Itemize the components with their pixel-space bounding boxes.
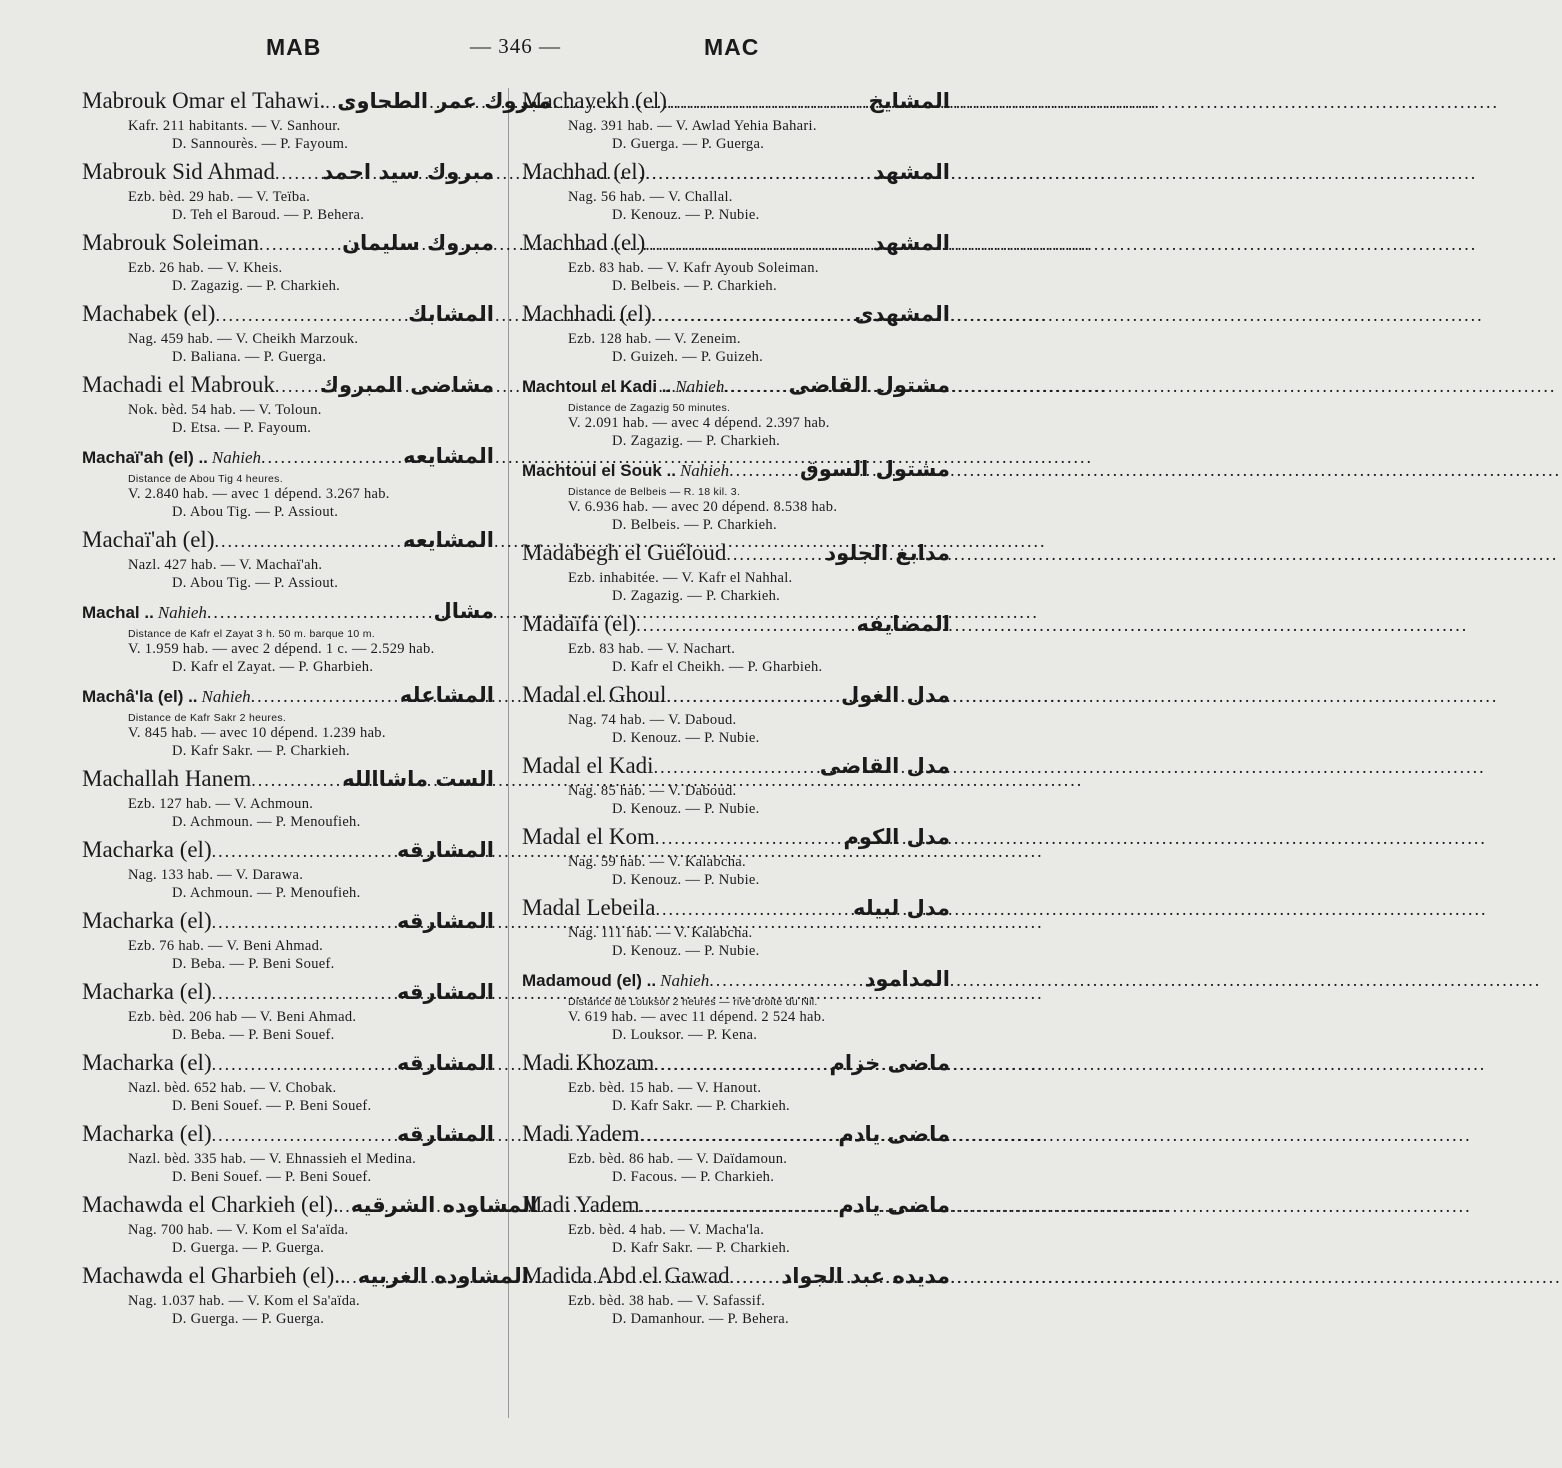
- place-name: Madi Khozam: [522, 1050, 655, 1075]
- entry-heading: [82, 228, 494, 259]
- population-line: Ezb. inhabitée. — V. Kafr el Nahhal.: [568, 570, 793, 586]
- place-name: Mabrouk Soleiman: [82, 230, 259, 255]
- district-line: D. Sannourès. — P. Fayoum.: [172, 136, 349, 152]
- entry-heading: [82, 1119, 494, 1150]
- arabic-name: مشال: [433, 599, 494, 623]
- population-line: V. 6.936 hab. — avec 20 dépend. 8.538 hab.: [568, 499, 838, 515]
- place-name: Machawda el Charkieh (el).: [82, 1192, 339, 1217]
- entry-heading: [522, 822, 950, 853]
- district-line: D. Guerga. — P. Guerga.: [612, 136, 765, 152]
- gazetteer-entry: [82, 86, 552, 153]
- gazetteer-entry: [82, 977, 494, 1044]
- arabic-name: المشارقه: [397, 1122, 494, 1146]
- nahieh-label: Nahieh: [211, 448, 262, 467]
- district-line: D. Zagazig. — P. Charkieh.: [172, 278, 341, 294]
- distance-note: Distance de Kafr el Zayat 3 h. 50 m. barque 10 m.: [128, 628, 375, 640]
- place-name: Machallah Hanem: [82, 766, 252, 791]
- population-line: Nag. 700 hab. — V. Kom el Sa'aïda.: [128, 1222, 349, 1238]
- leader-dots: [212, 1049, 397, 1079]
- leader-dots: [729, 455, 800, 485]
- gazetteer-entry: [522, 822, 950, 889]
- place-name: Machayekh (el): [522, 88, 667, 113]
- entry-heading: [522, 680, 950, 711]
- place-name: Machtoul el Souk ..: [522, 461, 676, 480]
- arabic-name: مديده عبد الجواد: [781, 1264, 950, 1288]
- arabic-name: مشاضى المبروك: [319, 373, 494, 397]
- leader-dots: [652, 300, 855, 330]
- gazetteer-entry: [82, 596, 494, 676]
- leader-dots: [640, 1191, 839, 1221]
- district-line: D. Achmoun. — P. Menoufieh.: [172, 885, 361, 901]
- entry-heading: [82, 835, 494, 866]
- entry-heading: [522, 609, 950, 640]
- population-line: Ezb. 76 hab. — V. Beni Ahmad.: [128, 938, 324, 954]
- arabic-name: ماضى خزام: [829, 1051, 950, 1075]
- gazetteer-entry: [522, 228, 950, 295]
- leader-dots: [654, 1049, 829, 1079]
- leader-dots: [724, 371, 788, 401]
- population-line: Nag. 459 hab. — V. Cheikh Marzouk.: [128, 331, 359, 347]
- place-name: Machawda el Gharbieh (el)..: [82, 1263, 346, 1288]
- leader-dots: [709, 965, 864, 995]
- place-name: Machadi el Mabrouk: [82, 372, 275, 397]
- entry-heading: [522, 1119, 950, 1150]
- entry-heading: [82, 86, 552, 117]
- population-line: Ezb. 127 hab. — V. Achmoun.: [128, 796, 314, 812]
- place-name: Machal ..: [82, 603, 154, 622]
- header-right-key: MAC: [704, 34, 760, 60]
- leader-dots: [730, 1262, 782, 1292]
- leader-dots: [346, 1262, 358, 1292]
- arabic-name: المشهد: [873, 160, 950, 184]
- district-line: D. Kafr el Zayat. — P. Gharbieh.: [172, 659, 374, 675]
- population-line: V. 1.959 hab. — avec 2 dépend. 1 c. — 2.529 hab.: [128, 641, 435, 657]
- gazetteer-entry: [522, 454, 950, 534]
- population-line: Nag. 111 hab. — V. Kalabcha.: [568, 925, 753, 941]
- population-line: Ezb. 128 hab. — V. Zeneim.: [568, 331, 741, 347]
- arabic-name: مدل الغول: [841, 683, 950, 707]
- arabic-name: مشتول القاضى: [788, 373, 950, 397]
- nahieh-label: Nahieh: [660, 971, 710, 990]
- right-column: [522, 86, 950, 1332]
- population-line: V. 2.840 hab. — avec 1 dépend. 3.267 hab.: [128, 486, 390, 502]
- district-line: D. Guerga. — P. Guerga.: [172, 1311, 325, 1327]
- leader-dots: [654, 752, 820, 782]
- gazetteer-entry: [82, 370, 494, 437]
- arabic-name: المشاوده الغربيه: [357, 1264, 529, 1288]
- place-name: Machaï'ah (el) ..: [82, 448, 208, 467]
- district-line: D. Baliana. — P. Guerga.: [172, 349, 327, 365]
- population-line: Ezb. 26 hab. — V. Kheis.: [128, 260, 283, 276]
- population-line: Nag. 59 hab. — V. Kalabcha.: [568, 854, 746, 870]
- entry-heading: [522, 299, 950, 330]
- arabic-name: مدابغ الجلود: [825, 541, 950, 565]
- district-line: D. Guizeh. — P. Guizeh.: [612, 349, 764, 365]
- entry-heading: [82, 1261, 529, 1292]
- leader-dots: [215, 300, 408, 330]
- gazetteer-entry: [522, 609, 950, 676]
- gazetteer-entry: [522, 299, 950, 366]
- leader-dots: [726, 539, 825, 569]
- place-name: Madaïfa (el): [522, 611, 637, 636]
- entry-heading: [82, 1190, 538, 1221]
- entry-heading: [522, 1190, 950, 1221]
- gazetteer-entry: [82, 1119, 494, 1186]
- page-number: — 346 —: [470, 34, 561, 58]
- gazetteer-entry: [82, 228, 494, 295]
- leader-dots: [275, 371, 320, 401]
- leader-dots: [640, 1120, 839, 1150]
- nahieh-label: Nahieh: [679, 461, 730, 480]
- gazetteer-entry: [82, 906, 494, 973]
- population-line: Nag. 1.037 hab. — V. Kom el Sa'aïda.: [128, 1293, 360, 1309]
- arabic-name: مدل القاضى: [819, 754, 950, 778]
- district-line: D. Beni Souef. — P. Beni Souef.: [172, 1169, 372, 1185]
- entry-heading: [82, 157, 494, 188]
- entry-heading: [82, 370, 494, 401]
- arabic-name: المشارقه: [397, 980, 494, 1004]
- left-column: [82, 86, 552, 1332]
- gazetteer-entry: [82, 299, 494, 366]
- population-line: Nazl. 427 hab. — V. Machaï'ah.: [128, 557, 323, 573]
- district-line: D. Kafr Sakr. — P. Charkieh.: [612, 1098, 790, 1114]
- district-line: D. Kenouz. — P. Nubie.: [612, 872, 760, 888]
- district-line: D. Guerga. — P. Guerga.: [172, 1240, 325, 1256]
- arabic-name: المشارقه: [397, 1051, 494, 1075]
- arabic-name: المشايخ: [868, 89, 950, 113]
- population-line: V. 845 hab. — avec 10 dépend. 1.239 hab.: [128, 725, 386, 741]
- place-name: Madi Yadem: [522, 1192, 640, 1217]
- distance-note: Distance de Zagazig 50 minutes.: [568, 402, 731, 414]
- entry-heading: [522, 370, 950, 402]
- place-name: Madal el Ghoul: [522, 682, 667, 707]
- arabic-name: المشايعه: [403, 528, 494, 552]
- gazetteer-entry: [82, 1261, 529, 1328]
- population-line: Ezb. bèd. 86 hab. — V. Daïdamoun.: [568, 1151, 788, 1167]
- place-name: Macharka (el): [82, 837, 212, 862]
- place-name: Machtoul el Kadi ..: [522, 377, 672, 396]
- leader-dots: [259, 229, 342, 259]
- gazetteer-entry: [82, 1190, 538, 1257]
- district-line: D. Facous. — P. Charkieh.: [612, 1169, 775, 1185]
- district-line: D. Beba. — P. Beni Souef.: [172, 1027, 335, 1043]
- leader-dots: [645, 229, 873, 259]
- arabic-name: مشتول السوق: [799, 457, 950, 481]
- leader-dots: [275, 158, 323, 188]
- population-line: V. 619 hab. — avec 11 dépend. 2 524 hab.: [568, 1009, 826, 1025]
- district-line: D. Kafr Sakr. — P. Charkieh.: [172, 743, 350, 759]
- arabic-name: المشايعه: [403, 444, 494, 468]
- entry-heading: [522, 228, 950, 259]
- arabic-name: المشاعله: [399, 683, 494, 707]
- entry-heading: [82, 1048, 494, 1079]
- place-name: Macharka (el): [82, 1050, 212, 1075]
- gazetteer-entry: [82, 525, 494, 592]
- leader-dots: [212, 1120, 397, 1150]
- arabic-name: المشارقه: [397, 909, 494, 933]
- gazetteer-entry: [82, 835, 494, 902]
- nahieh-label: Nahieh: [157, 603, 207, 622]
- arabic-name: المشابك: [408, 302, 494, 326]
- district-line: D. Teh el Baroud. — P. Behera.: [172, 207, 365, 223]
- district-line: D. Kenouz. — P. Nubie.: [612, 943, 760, 959]
- entry-heading: [82, 977, 494, 1008]
- population-line: Nag. 391 hab. — V. Awlad Yehia Bahari.: [568, 118, 817, 134]
- leader-dots: [666, 681, 841, 711]
- entry-heading: [522, 454, 950, 486]
- population-line: Kafr. 211 habitants. — V. Sanhour.: [128, 118, 341, 134]
- population-line: Nag. 85 hab. — V. Daboud.: [568, 783, 737, 799]
- population-line: V. 2.091 hab. — avec 4 dépend. 2.397 hab.: [568, 415, 830, 431]
- gazetteer-entry: [522, 1119, 950, 1186]
- population-line: Ezb. 83 hab. — V. Nachart.: [568, 641, 736, 657]
- population-line: Nok. bèd. 54 hab. — V. Toloun.: [128, 402, 322, 418]
- population-line: Nazl. bèd. 335 hab. — V. Ehnassieh el Medina.: [128, 1151, 417, 1167]
- district-line: D. Kafr el Cheikh. — P. Gharbieh.: [612, 659, 823, 675]
- place-name: Machaï'ah (el): [82, 527, 215, 552]
- arabic-name: مبروك سليمان: [342, 231, 494, 255]
- population-line: Nazl. bèd. 652 hab. — V. Chobak.: [128, 1080, 337, 1096]
- gazetteer-entry: [522, 1048, 950, 1115]
- place-name: Madal el Kom: [522, 824, 655, 849]
- place-name: Mabrouk Omar el Tahawi.: [82, 88, 326, 113]
- gazetteer-entry: [522, 157, 950, 224]
- place-name: Macharka (el): [82, 1121, 212, 1146]
- entry-heading: [82, 764, 494, 795]
- district-line: D. Kenouz. — P. Nubie.: [612, 730, 760, 746]
- gazetteer-entry: [522, 680, 950, 747]
- gazetteer-entry: [522, 893, 950, 960]
- district-line: D. Damanhour. — P. Behera.: [612, 1311, 789, 1327]
- place-name: Mabrouk Sid Ahmad: [82, 159, 275, 184]
- entry-heading: [82, 299, 494, 330]
- leader-dots: [339, 1191, 351, 1221]
- district-line: D. Beni Souef. — P. Beni Souef.: [172, 1098, 372, 1114]
- gazetteer-entry: [522, 964, 950, 1044]
- distance-note: Distance de Belbeis — R. 18 kil. 3.: [568, 486, 741, 498]
- arabic-name: المشارقه: [397, 838, 494, 862]
- leader-dots: [636, 610, 856, 640]
- population-line: Ezb. bèd. 4 hab. — V. Macha'la.: [568, 1222, 765, 1238]
- place-name: Madal Lebeila: [522, 895, 656, 920]
- population-line: Ezb. bèd. 38 hab. — V. Safassif.: [568, 1293, 766, 1309]
- entry-heading: [522, 751, 950, 782]
- entry-heading: [82, 906, 494, 937]
- population-line: Ezb. bèd. 29 hab. — V. Teïba.: [128, 189, 311, 205]
- gazetteer-entry: [522, 538, 950, 605]
- entry-heading: [82, 525, 494, 556]
- entry-heading: [522, 964, 950, 996]
- leader-dots: [655, 823, 844, 853]
- distance-note: Distance de Louksor 2 heures — rive droite du Nil.: [568, 996, 818, 1008]
- place-name: Madabegh el Guéloud: [522, 540, 727, 565]
- arabic-name: مبروك عمر الطحاوى: [337, 89, 552, 113]
- leader-dots: [645, 158, 873, 188]
- arabic-name: المضايفه: [856, 612, 950, 636]
- population-line: Nag. 56 hab. — V. Challal.: [568, 189, 733, 205]
- nahieh-label: Nahieh: [675, 377, 725, 396]
- district-line: D. Kenouz. — P. Nubie.: [612, 801, 760, 817]
- gazetteer-entry: [522, 751, 950, 818]
- arabic-name: الست ماشاالله: [342, 767, 494, 791]
- arabic-name: المشهد: [873, 231, 950, 255]
- place-name: Macharka (el): [82, 908, 212, 933]
- entry-heading: [522, 538, 950, 569]
- entry-heading: [82, 441, 494, 473]
- page-header: [0, 34, 1000, 74]
- gazetteer-entry: [82, 441, 494, 521]
- district-line: D. Beba. — P. Beni Souef.: [172, 956, 335, 972]
- place-name: Madal el Kadi: [522, 753, 654, 778]
- leader-dots: [212, 907, 397, 937]
- place-name: Machhadi (el): [522, 301, 652, 326]
- leader-dots: [655, 894, 853, 924]
- entry-heading: [82, 680, 494, 712]
- gazetteer-entry: [82, 1048, 494, 1115]
- gazetteer-entry: [82, 157, 494, 224]
- arabic-name: المشاوده الشرقيه: [350, 1193, 538, 1217]
- entry-heading: [82, 596, 494, 628]
- arabic-name: المدامود: [864, 967, 950, 991]
- arabic-name: مدل الكوم: [843, 825, 950, 849]
- district-line: D. Louksor. — P. Kena.: [612, 1027, 758, 1043]
- entry-heading: [522, 86, 950, 117]
- district-line: D. Abou Tig. — P. Assiout.: [172, 575, 339, 591]
- place-name: Machhad (el): [522, 230, 646, 255]
- leader-dots: [215, 526, 404, 556]
- distance-note: Distance de Abou Tig 4 heures.: [128, 473, 283, 485]
- leader-dots: [667, 87, 869, 117]
- leader-dots: [212, 978, 397, 1008]
- gazetteer-entry: [522, 370, 950, 450]
- place-name: Machhad (el): [522, 159, 646, 184]
- leader-dots: [207, 597, 434, 627]
- place-name: Madida Abd el Gawad: [522, 1263, 730, 1288]
- place-name: Machabek (el): [82, 301, 216, 326]
- gazetteer-entry: [82, 764, 494, 831]
- arabic-name: ماضى يادم: [838, 1122, 950, 1146]
- entry-heading: [522, 1261, 950, 1292]
- place-name: Macharka (el): [82, 979, 212, 1004]
- district-line: D. Achmoun. — P. Menoufieh.: [172, 814, 361, 830]
- leader-dots: [261, 442, 403, 472]
- district-line: D. Kafr Sakr. — P. Charkieh.: [612, 1240, 790, 1256]
- population-line: Ezb. 83 hab. — V. Kafr Ayoub Soleiman.: [568, 260, 819, 276]
- arabic-name: مبروك سيد احمد: [322, 160, 494, 184]
- gazetteer-entry: [522, 86, 950, 153]
- gazetteer-entry: [522, 1190, 950, 1257]
- district-line: D. Zagazig. — P. Charkieh.: [612, 433, 781, 449]
- place-name: Madamoud (el) ..: [522, 971, 657, 990]
- leader-dots: [212, 836, 397, 866]
- population-line: Ezb. bèd. 206 hab — V. Beni Ahmad.: [128, 1009, 357, 1025]
- place-name: Madi Yadem: [522, 1121, 640, 1146]
- district-line: D. Belbeis. — P. Charkieh.: [612, 278, 777, 294]
- district-line: D. Kenouz. — P. Nubie.: [612, 207, 760, 223]
- entry-heading: [522, 1048, 950, 1079]
- header-left-key: MAB: [266, 34, 322, 60]
- leader-dots: [251, 765, 342, 795]
- arabic-name: المشهدى: [854, 302, 950, 326]
- distance-note: Distance de Kafr Sakr 2 heures.: [128, 712, 287, 724]
- district-line: D. Belbeis. — P. Charkieh.: [612, 517, 777, 533]
- gazetteer-entry: [82, 680, 494, 760]
- place-name: Machâ'la (el) ..: [82, 687, 198, 706]
- district-line: D. Zagazig. — P. Charkieh.: [612, 588, 781, 604]
- leader-dots: [251, 681, 400, 711]
- population-line: Nag. 74 hab. — V. Daboud.: [568, 712, 737, 728]
- leader-dots: [325, 87, 337, 117]
- entry-heading: [522, 893, 950, 924]
- gazetteer-entry: [522, 1261, 950, 1328]
- entry-heading: [522, 157, 950, 188]
- arabic-name: ماضى يادم: [838, 1193, 950, 1217]
- population-line: Ezb. bèd. 15 hab. — V. Hanout.: [568, 1080, 762, 1096]
- district-line: D. Abou Tig. — P. Assiout.: [172, 504, 339, 520]
- arabic-name: مدل لبيله: [852, 896, 950, 920]
- district-line: D. Etsa. — P. Fayoum.: [172, 420, 312, 436]
- nahieh-label: Nahieh: [201, 687, 251, 706]
- population-line: Nag. 133 hab. — V. Darawa.: [128, 867, 304, 883]
